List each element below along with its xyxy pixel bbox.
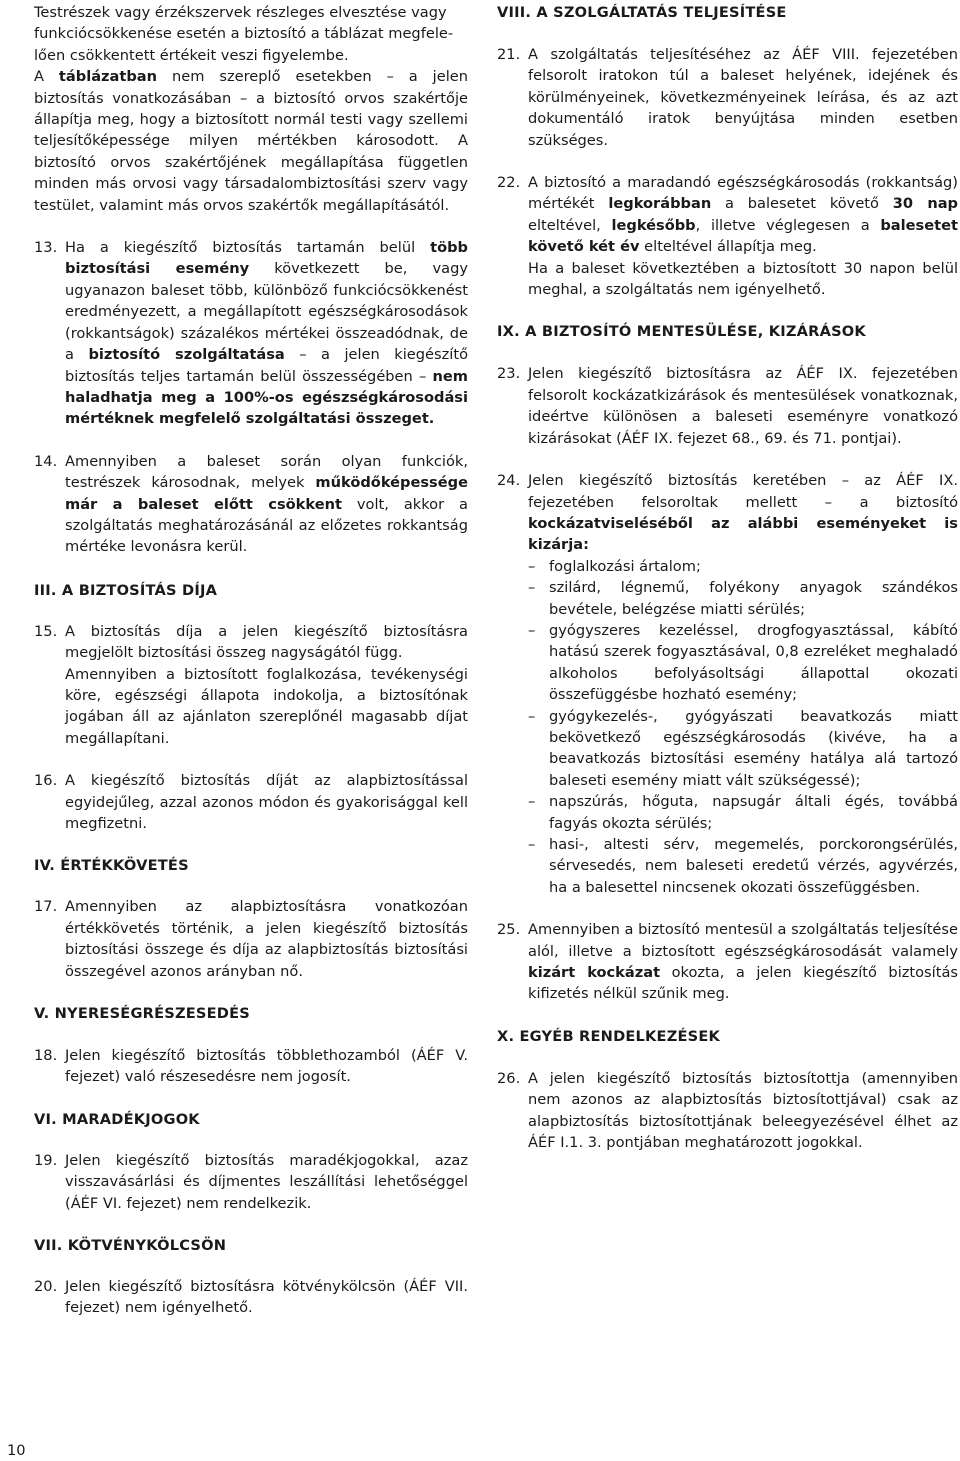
list-item-text: szilárd, légnemű, folyékony anyagok szándékos bevétele, belégzése miatti sérülés; [549,579,958,618]
text-run: Amennyiben a baleset során olyan funkciók, testrészek károsodnak, melyek [65,452,468,492]
dash-marker: – [528,707,536,725]
dash-marker: – [528,836,536,853]
text-run: Jelen kiegészítő biztosítás keretében – az ÁÉF IX. fejezetében felsoroltak mellett – a biztosító [528,472,958,511]
section-heading-iv: IV. ÉRTÉKKÖVETÉS [34,857,189,875]
item-14 [34,451,468,558]
item-19 [34,1150,468,1214]
list-item [528,791,958,834]
text-run: A [34,68,59,86]
bold-run: kockázatviseléséből az alábbi eseményeket is kizárja: [528,514,958,554]
item-number: 20. [34,1278,58,1296]
text-run: következett be, vagy ugyanazon baleset több, különböző funkciócsökkenést eredményezett, a megállapított egészségkárosodások (rokkantságok) százalékos mértékei összeadódnak, de a [65,260,468,364]
section-heading-ix: IX. A BIZTOSÍTÓ MENTESÜLÉSE, KIZÁRÁSOK [497,323,866,341]
item-text [528,172,958,258]
list-item [528,620,958,706]
list-item-text: napszúrás, hőguta, napsugár általi égés, továbbá fagyás okozta sérülés; [549,793,958,832]
intro-line: Testrészek vagy érzékszervek részleges elvesztése vagy [34,4,447,21]
text-run: – a jelen kiegészítő biztosítás teljes tartamán belül összességében – [65,346,468,385]
item-text: Amennyiben a biztosított foglalkozása, tevékenységi köre, egészségi állapota indokolja, a biztosítónak jogában áll az ajánlaton szereplőnél magasabb díjat megállapítani. [65,665,468,747]
section-heading-vii: VII. KÖTVÉNYKÖLCSÖN [34,1237,227,1255]
item-text [65,451,468,558]
section-heading-x: X. EGYÉB RENDELKEZÉSEK [497,1027,721,1045]
list-item-text: foglalkozási ártalom; [549,557,701,575]
page-number: 10 [7,1442,26,1459]
item-number: 17. [34,898,58,916]
intro-paragraph-1 [34,2,468,66]
item-text: A biztosítás díja a jelen kiegészítő biztosításra megjelölt biztosítási összeg nagyságától függ. [65,622,468,662]
dash-marker: – [528,621,536,639]
bold-run: legkorábban [608,195,712,213]
bold-run: működőképessége már a baleset előtt csökkent [65,474,468,513]
item-text: A szolgáltatás teljesítéséhez az ÁÉF VIII. fejezetében felsorolt iratokon túl a baleset helyének, idejének és körülményeinek, következményeinek leírása, és az azt dokumentáló iratok benyújtása minden esetben szükséges. [528,46,958,149]
item-text: Ha a baleset következtében a biztosított 30 napon belül meghal, a szolgáltatás nem igényelhető. [528,259,958,299]
bold-run: kizárt kockázat [528,964,661,982]
dash-marker: – [528,579,536,597]
item-number: 25. [497,921,521,939]
intro-line: funkciócsökkenése esetén a biztosító a táblázat megfele- [34,25,454,43]
text-run: A biztosító a maradandó egészségkárosodás (rokkantság) mértékét [528,174,958,213]
item-22 [497,172,958,300]
item-text [65,237,468,430]
item-text: A kiegészítő biztosítás díját az alapbiztosítással egyidejűleg, azzal azonos módon és gyakorisággal kell megfizetni. [65,772,468,832]
intro-paragraph-2 [34,66,468,216]
item-text [528,470,958,556]
list-item [528,834,958,898]
item-26 [497,1068,958,1154]
item-text: Jelen kiegészítő biztosításra kötvénykölcsön (ÁÉF VII. fejezet) nem igényelhető. [65,1278,468,1317]
item-number: 14. [34,452,58,470]
bold-run: 30 nap [892,195,959,213]
item-16 [34,770,468,834]
text-run: okozta, a jelen kiegészítő biztosítás kifizetés nélkül szűnik meg. [528,964,958,1003]
item-number: 22. [497,174,521,192]
item-number: 13. [34,239,58,257]
item-text: Jelen kiegészítő biztosításra az ÁÉF IX. fejezetében felsorolt kockázatkizárások és mentesülések vonatkoznak, ideértve különösen a baleseti eseményre vonatkozó kizárásokat (ÁÉF IX. fejezet 68., 69. és 71. pontjai). [528,365,958,447]
section-heading-v: V. NYERESÉGRÉSZESEDÉS [34,1005,250,1023]
right-column [497,2,958,1153]
list-item [528,577,958,620]
text-run: volt, akkor a szolgáltatás meghatározásánál az előzetes rokkantság mértéke levonásra kerül. [65,495,468,556]
item-number: 23. [497,365,521,383]
text-run: nem szereplő esetekben – a jelen biztosítás vonatkozásában – a biztosító orvos szakértője állapítja meg, hogy a biztosított normál testi vagy szellemi teljesítőképessége milyen mértékben károsodott. A biztosító orvos szakértőjének megállapítása független minden más orvosi vagy társadalombiztosítási szerv vagy testület, valamint más orvos szakértők megállapításától. [34,68,468,214]
item-20 [34,1276,468,1319]
item-21 [497,44,958,151]
item-text: A jelen kiegészítő biztosítás biztosítottja (amennyiben nem azonos az alapbiztosítás biztosítottjával) csak az alapbiztosítás biztosítottjának beleegyezésével élhet az ÁÉF I.1. 3. pontjában meghatározott jogokkal. [528,1069,958,1152]
bold-run: biztosító szolgáltatása [88,346,285,364]
item-18 [34,1045,468,1088]
dash-marker: – [528,557,536,575]
item-24 [497,470,958,898]
item-text: Jelen kiegészítő biztosítás többlethozamból (ÁÉF V. fejezet) való részesedésre nem jogosít. [65,1047,468,1086]
item-number: 16. [34,772,58,790]
intro-line: lően csökkentett értékeit veszi figyelembe. [34,46,349,64]
bold-run: több biztosítási esemény [65,239,468,278]
list-item [528,706,958,792]
item-25 [497,919,958,1005]
section-heading-vi: VI. MARADÉKJOGOK [34,1110,200,1128]
item-number: 24. [497,472,521,490]
text-run: a balesetet követő [711,195,893,213]
item-13 [34,237,468,430]
item-number: 18. [34,1047,58,1065]
item-number: 19. [34,1151,58,1169]
list-item [528,556,958,577]
bold-run: nem haladhatja meg a 100%-os egészségkárosodási mértéknek megfelelő szolgáltatási összeget. [65,367,468,428]
text-run: Ha a kiegészítő biztosítás tartamán belül [65,239,431,257]
item-23 [497,363,958,449]
left-column [34,2,468,1319]
item-number: 15. [34,622,58,640]
item-text: Jelen kiegészítő biztosítás maradékjogokkal, azaz visszavásárlási és díjmentes leszállítási lehetőséggel (ÁÉF VI. fejezet) nem rendelkezik. [65,1151,468,1212]
text-run: elteltével állapítja meg. [639,238,817,256]
item-17 [34,896,468,982]
bold-run: balesetet követő két év [528,216,958,256]
list-item-text: gyógykezelés-, gyógyászati beavatkozás miatt bekövetkező egészségkárosodás (kivéve, ha a beavatkozás biztosítási esemény hatálya alá tartozó baleseti esemény miatt vált szükségessé); [549,707,958,789]
item-text: Amennyiben az alapbiztosításra vonatkozóan értékkövetés történik, a jelen kiegészítő biztosítás biztosítási összege és díja az alapbiztosítás biztosítási összegével azonos arányban nő. [65,898,468,980]
section-heading-iii: III. A BIZTOSÍTÁS DÍJA [34,581,218,599]
item-text [528,919,958,1005]
item-15 [34,621,468,749]
bold-run: táblázatban [58,68,158,86]
item-number: 26. [497,1069,521,1087]
text-run: , illetve véglegesen a [695,216,881,234]
text-run: elteltével, [528,216,612,234]
section-heading-viii: VIII. A SZOLGÁLTATÁS TELJESÍTÉSE [497,4,787,21]
dash-marker: – [528,793,536,811]
item-number: 21. [497,46,521,63]
list-item-text: gyógyszeres kezeléssel, drogfogyasztással, kábító hatású szerek fogyasztásával, 0,8 ezreléket meghaladó alkoholos befolyásoltsági állapottal okozati összefüggésbe hozható esemény; [549,621,958,704]
text-run: Amennyiben a biztosító mentesül a szolgáltatás teljesítése alól, illetve a biztosított egészségkárosodását valamely [528,921,958,960]
list-item-text: hasi-, altesti sérv, megemelés, porckorongsérülés, sérvesedés, nem baleseti eredetű vérzés, agyvérzés, ha a balesettel nincsenek okozati összefüggésben. [549,836,958,896]
bold-run: legkésőbb [611,216,696,234]
